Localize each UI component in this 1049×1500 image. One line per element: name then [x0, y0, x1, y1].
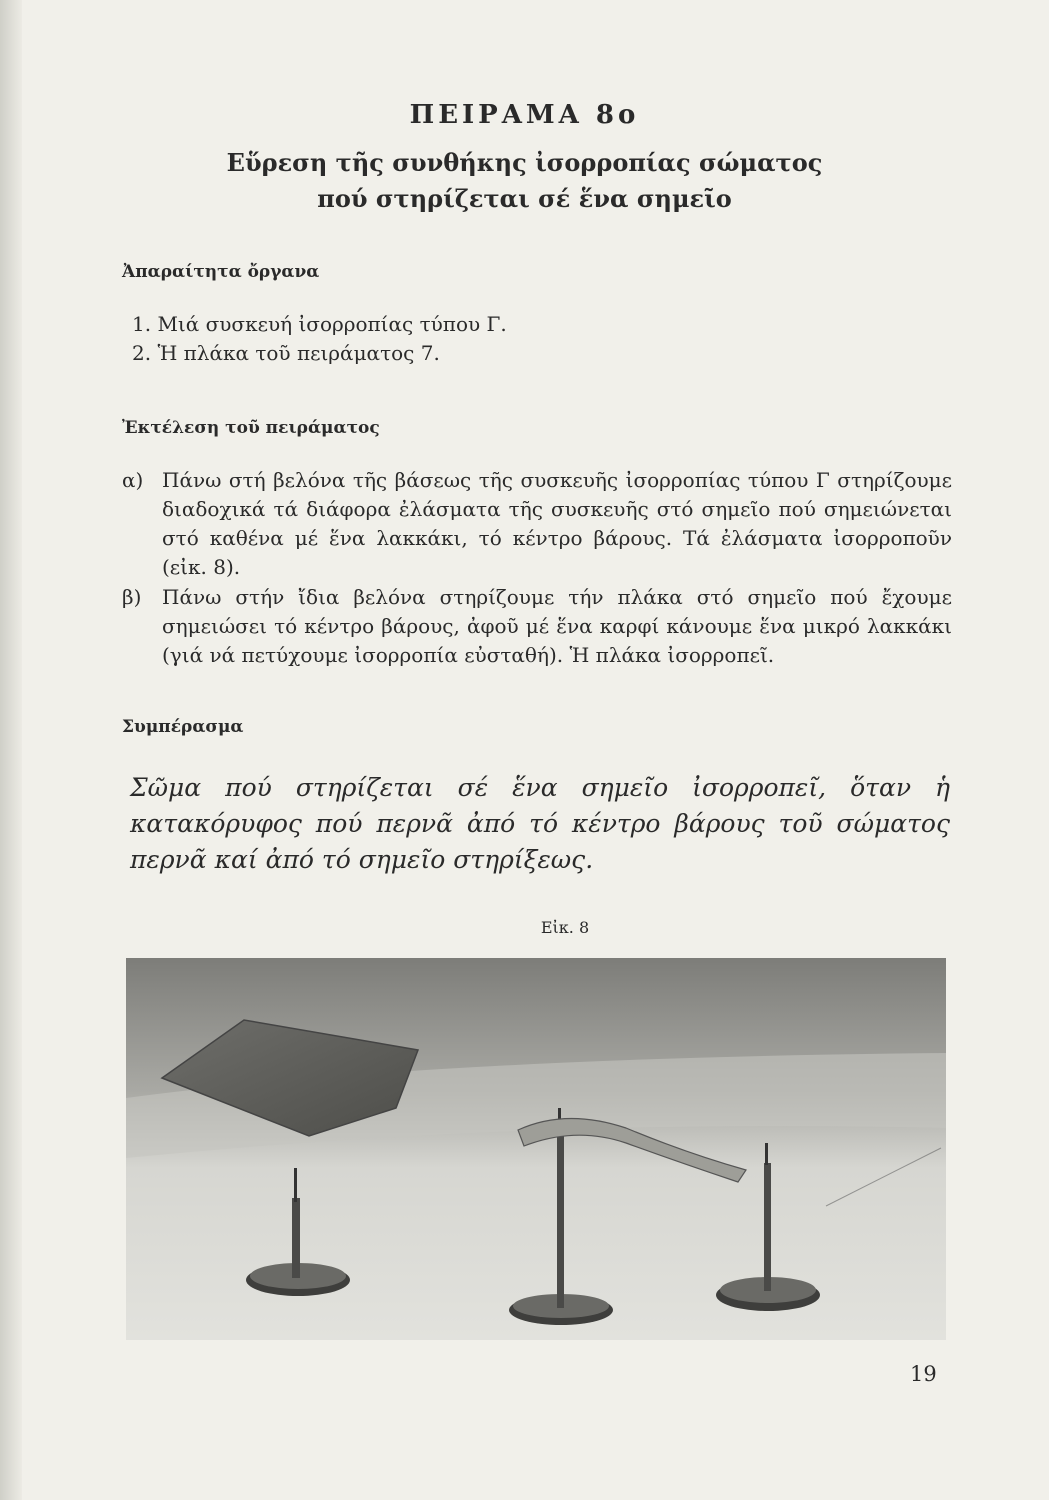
conclusion-heading: Συμπέρασμα [122, 717, 244, 737]
experiment-number: ΠΕΙΡΑΜΑ 8ο [409, 100, 640, 130]
experiment-title-line-2: πού στηρίζεται σέ ἕνα σημεῖο [317, 184, 732, 213]
figure-caption: Εἰκ. 8 [540, 918, 590, 937]
page-fold-shadow [0, 0, 22, 1500]
balance-apparatus-photo [126, 958, 946, 1340]
step-b-label: β) [122, 585, 142, 609]
figure-photo [126, 958, 946, 1340]
step-a-text: Πάνω στή βελόνα τῆς βάσεως τῆς συσκευῆς ἰσορροπίας τύπου Γ στηρίζουμε διαδοχικά τά διάφορα ἐλάσματα τῆς συσκευῆς στό σημεῖο πού σημειώνεται στό καθένα μέ ἕνα λακκάκι, τό κέντρο βάρους. Τά ἐλάσματα ἰσορροποῦν (εἰκ. 8). [162, 468, 952, 579]
page-number: 19 [910, 1362, 937, 1386]
procedure-heading: Ἐκτέλεση τοῦ πειράματος [122, 418, 380, 438]
instrument-item-2: 2. Ἡ πλάκα τοῦ πειράματος 7. [132, 341, 440, 365]
instruments-heading: Ἀπαραίτητα ὄργανα [122, 262, 320, 282]
step-a-label: α) [122, 468, 144, 492]
step-b-text: Πάνω στήν ἴδια βελόνα στηρίζουμε τήν πλάκα στό σημεῖο πού ἔχουμε σημειώσει τό κέντρο βάρους, ἀφοῦ μέ ἕνα καρφί κάνουμε ἕνα μικρό λακκάκι (γιά νά πετύχουμε ἰσορροπία εὐσταθή). Ἡ πλάκα ἰσορροπεῖ. [162, 585, 952, 667]
procedure-step-b [122, 583, 952, 673]
conclusion-text: Σῶμα πού στηρίζεται σέ ἕνα σημεῖο ἰσορροπεῖ, ὅταν ἡ κατακόρυφος πού περνᾶ ἀπό τό κέντρο βάρους τοῦ σώματος περνᾶ καί ἀπό τό σημεῖο στηρίξεως. [130, 773, 950, 874]
instrument-item-1: 1. Μιά συσκευή ἰσορροπίας τύπου Γ. [132, 312, 507, 336]
procedure-step-a [122, 466, 952, 586]
experiment-title-line-1: Εὕρεση τῆς συνθήκης ἰσορροπίας σώματος [226, 148, 823, 177]
